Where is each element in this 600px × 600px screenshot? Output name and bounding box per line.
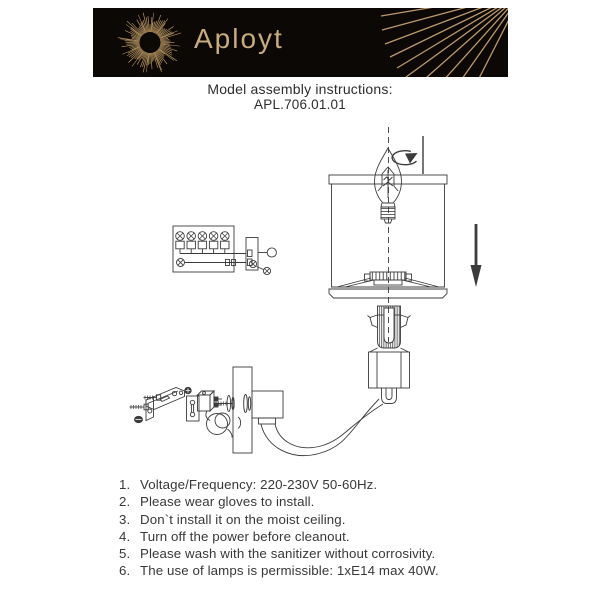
e14-socket bbox=[368, 306, 411, 404]
mounting-bracket bbox=[146, 388, 185, 421]
instruction-text: Please wear gloves to install. bbox=[140, 494, 315, 510]
instruction-number: 4. bbox=[119, 528, 131, 544]
junction-box bbox=[198, 391, 223, 411]
instruction-text: Please wash with the sanitizer without corrosivity. bbox=[140, 546, 436, 562]
down-arrow-icon bbox=[471, 224, 482, 287]
terminal-block-schematic bbox=[173, 226, 276, 275]
instruction-number: 3. bbox=[119, 511, 131, 527]
instruction-number: 5. bbox=[119, 546, 131, 562]
instruction-number: 6. bbox=[119, 563, 131, 579]
keyhole-plate bbox=[185, 387, 199, 421]
page-title: Model assembly instructions: bbox=[207, 81, 393, 97]
screw-terminals bbox=[176, 232, 229, 249]
candle-bulb bbox=[375, 148, 402, 223]
instruction-item bbox=[119, 476, 439, 493]
wire-loops bbox=[206, 411, 232, 438]
mounting-rod-washers bbox=[214, 395, 251, 413]
instruction-item bbox=[119, 528, 439, 545]
instruction-item bbox=[119, 493, 439, 510]
brand-name: Aployt bbox=[194, 23, 284, 54]
instruction-number: 1. bbox=[119, 477, 131, 492]
rotation-arrow-icon bbox=[392, 136, 423, 174]
wall-plate-and-body bbox=[233, 367, 283, 453]
instructions-list bbox=[119, 476, 439, 580]
shade-fitter-ring bbox=[365, 272, 412, 285]
instruction-text: Turn off the power before cleanout. bbox=[140, 528, 350, 544]
model-number: APL.706.01.01 bbox=[254, 97, 346, 112]
instruction-text: The use of lamps is permissible: 1xE14 max 40W. bbox=[140, 563, 439, 579]
curved-arm bbox=[261, 399, 383, 456]
instruction-item bbox=[119, 511, 439, 528]
instruction-text: Voltage/Frequency: 220-230V 50-60Hz. bbox=[140, 477, 378, 492]
instruction-item bbox=[119, 545, 439, 562]
instruction-item bbox=[119, 562, 439, 579]
instruction-number: 2. bbox=[119, 494, 131, 510]
instruction-text: Don`t install it on the moist ceiling. bbox=[140, 511, 346, 527]
